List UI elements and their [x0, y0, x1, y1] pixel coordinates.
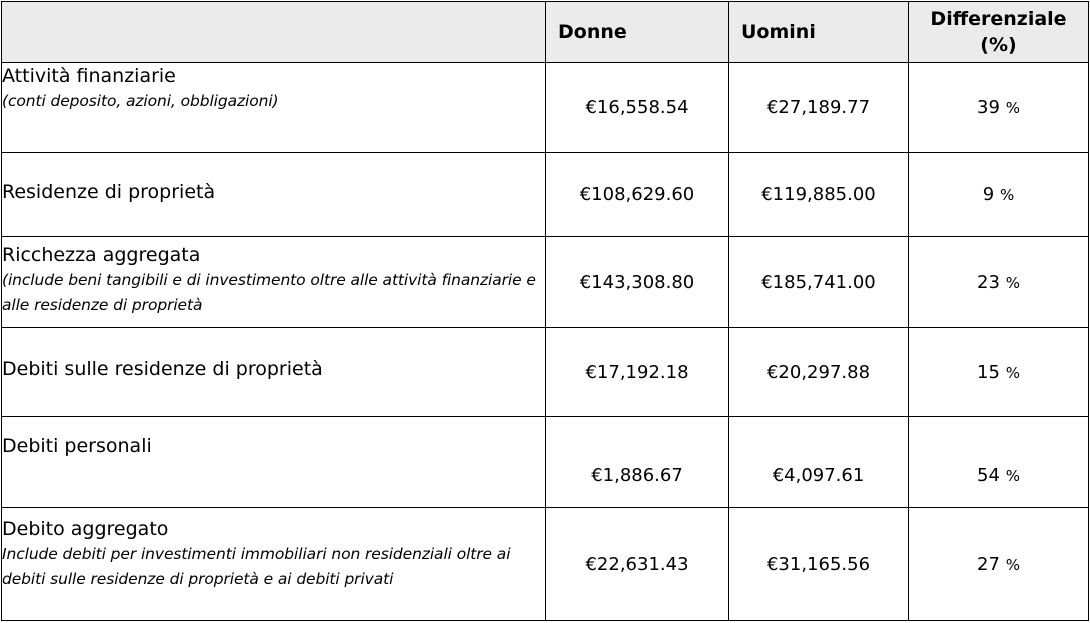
header-differential	[909, 2, 1089, 63]
women-value: €108,629.60	[546, 153, 729, 237]
header-men: Uomini	[729, 2, 909, 63]
differential-value: 54	[977, 464, 1000, 486]
row-label: Debiti personali	[2, 435, 152, 457]
row-note: (include beni tangibili e di investimento oltre alle attività finanziarie e alle residenze di proprietà	[2, 271, 536, 314]
table-row-owned-residences	[2, 153, 1089, 237]
differential-cell	[909, 417, 1089, 508]
differential-unit: %	[1005, 273, 1020, 292]
differential-unit: %	[999, 186, 1015, 204]
table-row-aggregate-wealth	[2, 237, 1089, 328]
men-value: €185,741.00	[729, 237, 909, 328]
row-label: Debito aggregato	[2, 518, 169, 540]
row-note: (conti deposito, azioni, obbligazioni)	[2, 92, 279, 110]
header-women: Donne	[546, 2, 729, 63]
differential-value: 23	[977, 271, 1000, 293]
men-value: €27,189.77	[729, 63, 909, 153]
differential-value: 15	[977, 361, 1000, 383]
row-note: Include debiti per investimenti immobiliari non residenziali oltre ai debiti sulle residenze di proprietà e ai debiti privati	[2, 545, 511, 588]
women-value: €17,192.18	[546, 328, 729, 417]
row-label-cell	[2, 153, 546, 237]
women-value: €22,631.43	[546, 508, 729, 621]
women-value: €143,308.80	[546, 237, 729, 328]
row-label-cell	[2, 328, 546, 417]
header-differential-line2: (%)	[980, 34, 1017, 56]
differential-cell	[909, 153, 1089, 237]
differential-unit: %	[1005, 99, 1020, 117]
row-label-cell	[2, 508, 546, 621]
differential-cell	[909, 328, 1089, 417]
header-differential-line1: Differenziale	[930, 8, 1067, 30]
differential-unit: %	[1005, 363, 1020, 382]
differential-cell	[909, 63, 1089, 153]
differential-unit: %	[1005, 466, 1020, 485]
differential-value: 27	[977, 553, 1000, 575]
men-value: €31,165.56	[729, 508, 909, 621]
table-row-personal-debts	[2, 417, 1089, 508]
women-value: €1,886.67	[546, 417, 729, 508]
table-row-financial-assets	[2, 63, 1089, 153]
differential-value: 39	[977, 97, 1000, 118]
row-label-cell	[2, 237, 546, 328]
row-label-cell	[2, 63, 546, 153]
wealth-gap-table	[1, 1, 1089, 621]
header-row	[2, 2, 1089, 63]
row-label: Attività finanziarie	[2, 65, 176, 87]
men-value: €4,097.61	[729, 417, 909, 508]
differential-cell	[909, 508, 1089, 621]
men-value: €20,297.88	[729, 328, 909, 417]
differential-value: 9	[982, 184, 995, 205]
row-label: Residenze di proprietà	[2, 180, 216, 203]
table-row-aggregate-debt	[2, 508, 1089, 621]
row-label: Debiti sulle residenze di proprietà	[2, 358, 323, 380]
differential-cell	[909, 237, 1089, 328]
differential-unit: %	[1005, 555, 1020, 574]
row-label-cell	[2, 417, 546, 508]
table-row-residence-debts	[2, 328, 1089, 417]
men-value: €119,885.00	[729, 153, 909, 237]
header-empty-cell	[2, 2, 546, 63]
women-value: €16,558.54	[546, 63, 729, 153]
row-label: Ricchezza aggregata	[2, 244, 201, 266]
